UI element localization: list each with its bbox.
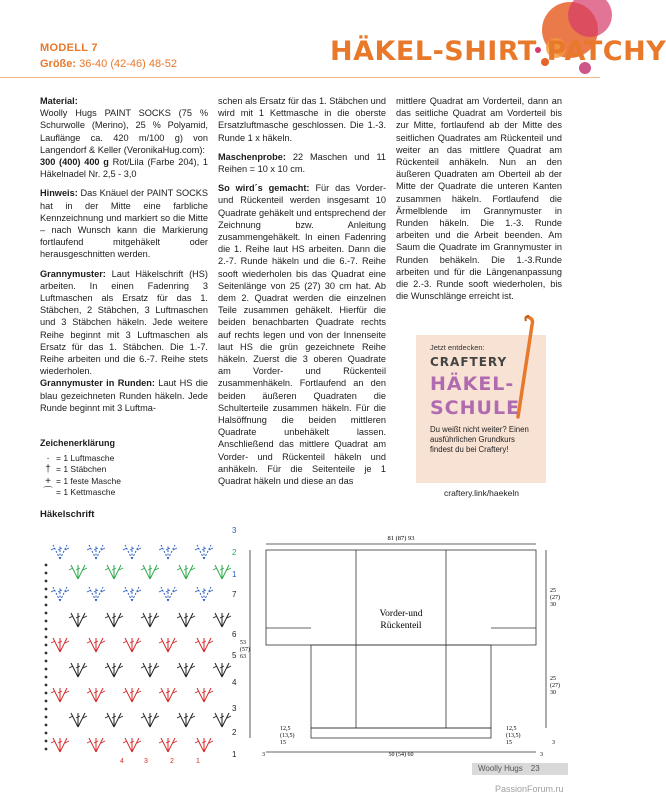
stitch-bar xyxy=(195,590,199,592)
stitch-bar xyxy=(213,666,217,668)
stitch-mark xyxy=(96,545,103,559)
chain-dot xyxy=(45,564,48,567)
stitch-bar xyxy=(87,691,91,693)
row-number: 4 xyxy=(120,758,124,765)
stitch-mark xyxy=(89,545,96,559)
stitch-bar xyxy=(87,548,91,550)
chain-dot xyxy=(45,732,48,735)
instructions-text: Für das Vorder- und Rückenteil werden insgesamt 10 Quadrate gehäkelt und entsprechend der Zeichnung bzw. Anleitung zusammengehäkelt. In einen Fadenring die 1. Reihe laut HS arbeiten. Dann die 2.-7. Runde häkeln und die 6.-7. Reihe sooft wiederholen bis das Quadrat eine Seitenlänge von 25 (27) 30 cm hat. Ab dem 2. Quadrat werden die einzelnen Teile zusammen gehäkelt. Hierfür die beiden benachbarten Quadrate rechts auf rechts legen und von der Innenseite laut HS die grün gezeichnete Reihe häkeln. Zuerst die 3 oberen Quadrate am Vorder- und Rückenteil zusammenhäkeln. Fortlaufend an den beiden äußeren Quadraten die Schulterteile zusammen häkeln. Für die Halsöffnung die beiden mittleren Quadrate unbehäkelt lassen. Anschließend das mittlere Quadrat am Vorder- und Rückenteil häkeln und anhäkeln. Für die Seitenteile je 1 Quadrat häkeln und diese an das xyxy=(218,183,387,487)
stitch-bar xyxy=(105,616,109,618)
stitch-mark xyxy=(215,613,222,627)
row-number: 6 xyxy=(232,630,237,639)
stitch-bar xyxy=(177,716,181,718)
stitch-mark xyxy=(168,688,175,702)
schematic-hem-band xyxy=(311,728,491,738)
stitch-bar xyxy=(177,616,181,618)
gauge-paragraph xyxy=(218,151,386,175)
stitch-mark xyxy=(107,663,114,677)
header-divider xyxy=(0,77,600,78)
stitch-mark xyxy=(204,638,211,652)
stitch-mark xyxy=(71,663,78,677)
stitch-mark xyxy=(215,713,222,727)
chain-dot xyxy=(45,724,48,727)
rounds-continued: schen als Ersatz für das 1. Stäbchen und wird mit 1 Kettmasche in die oberste Ersatzluftmasche geschlossen. Die 1.-3. Runde 1 x häkeln. xyxy=(218,96,386,143)
stitch-bar xyxy=(69,716,73,718)
stitch-mark xyxy=(114,613,121,627)
stitch-mark xyxy=(125,638,132,652)
row-number: 5 xyxy=(232,651,237,660)
schematic-hem xyxy=(311,645,491,728)
legend-label: = 1 Luftmasche xyxy=(56,452,115,463)
stitch-mark xyxy=(114,713,121,727)
row-number: 3 xyxy=(144,758,148,765)
stitch-mark xyxy=(60,638,67,652)
stitch-mark xyxy=(161,688,168,702)
legend-item xyxy=(40,464,121,476)
stitch-bar xyxy=(159,741,163,743)
legend-symbol: · xyxy=(46,452,50,464)
stitch-bar xyxy=(141,568,145,570)
chain-dot xyxy=(45,700,48,703)
stitch-bar xyxy=(51,590,55,592)
ad-eyebrow: Jetzt entdecken: xyxy=(430,343,485,352)
row-number: 1 xyxy=(232,570,237,579)
stitch-mark xyxy=(60,545,67,559)
size-label: Größe: xyxy=(40,58,77,70)
model-number: MODELL 7 xyxy=(40,42,98,54)
page-title: HÄKEL-SHIRT PATCHY xyxy=(330,36,666,67)
stitch-mark xyxy=(132,688,139,702)
stitch-mark xyxy=(222,713,229,727)
dim-top-width: 81 (87) 93 xyxy=(387,535,415,542)
stitch-mark xyxy=(197,738,204,752)
stitch-mark xyxy=(222,663,229,677)
chain-dot xyxy=(45,748,48,751)
stitch-mark xyxy=(197,587,204,601)
stitch-mark xyxy=(150,613,157,627)
chain-dot xyxy=(45,716,48,719)
material-rest: Rot/Lila (Farbe 204), 1 Häkelnadel Nr. 2,5 - 3,0 xyxy=(40,157,208,180)
chain-dot xyxy=(45,612,48,615)
text-column-3 xyxy=(396,95,562,309)
stitch-mark xyxy=(132,638,139,652)
rounds-text: Laut HS die blau gezeichneten Runden häkeln. Jede Runde beginnt mit 3 Luftma- xyxy=(40,378,208,413)
stitch-mark xyxy=(96,587,103,601)
stitch-mark xyxy=(186,613,193,627)
legend-item xyxy=(40,453,121,465)
chain-dot xyxy=(45,708,48,711)
chain-dot xyxy=(45,628,48,631)
dim-right-mid: 25 (27) 30 xyxy=(550,676,560,696)
stitch-bar xyxy=(123,590,127,592)
stitch-bar xyxy=(51,691,55,693)
stitch-bar xyxy=(177,568,181,570)
chain-dot xyxy=(45,644,48,647)
size-value: 36-40 (42-46) 48-52 xyxy=(79,58,177,70)
row-number: 3 xyxy=(232,526,237,535)
stitch-mark xyxy=(161,638,168,652)
granny-paragraph xyxy=(40,268,208,378)
stitch-mark xyxy=(53,545,60,559)
stitch-bar xyxy=(87,741,91,743)
hint-paragraph xyxy=(40,187,208,260)
stitch-mark xyxy=(204,587,211,601)
stitch-mark xyxy=(179,565,186,579)
gauge-heading: Maschenprobe: xyxy=(218,151,286,162)
chain-dot xyxy=(45,604,48,607)
stitch-bar xyxy=(159,641,163,643)
stitch-mark xyxy=(125,545,132,559)
stitch-mark xyxy=(125,738,132,752)
stitch-mark xyxy=(114,565,121,579)
stitch-mark xyxy=(125,587,132,601)
stitch-mark xyxy=(150,713,157,727)
chain-dot xyxy=(45,636,48,639)
ad-headline-2: SCHULE xyxy=(430,397,521,419)
stitch-bar xyxy=(105,666,109,668)
text-column-2 xyxy=(218,95,386,494)
stitch-mark xyxy=(78,565,85,579)
row-number: 4 xyxy=(232,678,237,687)
stitch-mark xyxy=(96,738,103,752)
stitch-mark xyxy=(132,738,139,752)
stitch-mark xyxy=(161,545,168,559)
hint-heading: Hinweis: xyxy=(40,188,78,199)
stitch-bar xyxy=(51,741,55,743)
stitch-bar xyxy=(195,641,199,643)
chart-title: Häkelschrift xyxy=(40,509,95,520)
material-paragraph xyxy=(40,95,208,180)
stitch-mark xyxy=(89,688,96,702)
stitch-mark xyxy=(179,613,186,627)
chain-dot xyxy=(45,596,48,599)
stitch-mark xyxy=(197,688,204,702)
stitch-bar xyxy=(51,548,55,550)
material-text: Woolly Hugs PAINT SOCKS (75 % Schurwolle (Merino), 25 % Polyamid, Lauflänge ca. 420 m/100 g) von Langendorf & Keller (VeronikaHug.com): xyxy=(40,108,208,155)
stitch-mark xyxy=(143,565,150,579)
chain-dot xyxy=(45,740,48,743)
stitch-mark xyxy=(60,587,67,601)
stitch-mark xyxy=(197,638,204,652)
ad-link[interactable]: craftery.link/haekeln xyxy=(444,488,519,498)
legend-symbol: † xyxy=(45,464,51,475)
stitch-bar xyxy=(213,616,217,618)
instructions-heading: So wird´s gemacht: xyxy=(218,183,310,194)
legend-title: Zeichenerklärung xyxy=(40,438,116,448)
stitch-mark xyxy=(186,663,193,677)
stitch-bar xyxy=(195,741,199,743)
stitch-bar xyxy=(141,666,145,668)
stitch-mark xyxy=(215,663,222,677)
dim-bottom-3b: 3 xyxy=(540,752,543,758)
dim-left-height: 53 (57) 63 xyxy=(240,640,250,660)
dim-right-top: 25 (27) 30 xyxy=(550,588,560,608)
page-footer xyxy=(472,763,568,775)
symbol-legend xyxy=(40,438,121,499)
gauge-text: 22 Maschen und 11 Reihen = 10 x 10 cm. xyxy=(218,151,386,175)
stitch-mark xyxy=(78,663,85,677)
page-number: 23 xyxy=(530,764,540,773)
stitch-mark xyxy=(186,713,193,727)
row-number: 1 xyxy=(232,750,237,759)
row-number: 1 xyxy=(196,758,200,765)
material-heading: Material: xyxy=(40,96,78,106)
instructions-paragraph xyxy=(218,182,386,487)
legend-symbol: + xyxy=(45,475,51,487)
stitch-mark xyxy=(168,545,175,559)
rounds-heading: Grannymuster in Runden: xyxy=(40,378,155,389)
stitch-bar xyxy=(159,691,163,693)
schematic-label-2: Rückenteil xyxy=(380,621,422,631)
stitch-mark xyxy=(179,713,186,727)
row-number: 7 xyxy=(232,590,237,599)
stitch-mark xyxy=(78,613,85,627)
stitch-mark xyxy=(215,565,222,579)
chain-dot xyxy=(45,692,48,695)
stitch-mark xyxy=(125,688,132,702)
stitch-bar xyxy=(213,716,217,718)
ad-brand: CRAFTERY xyxy=(430,355,508,369)
footer-brand: Woolly Hugs xyxy=(478,764,523,773)
chain-dot xyxy=(45,660,48,663)
stitch-mark xyxy=(71,565,78,579)
size-line xyxy=(40,58,177,70)
legend-label: = 1 Stäbchen xyxy=(56,464,107,474)
stitch-mark xyxy=(107,713,114,727)
stitch-mark xyxy=(143,613,150,627)
legend-item xyxy=(40,476,121,488)
stitch-bar xyxy=(69,666,73,668)
stitch-mark xyxy=(204,688,211,702)
legend-label: = 1 Kettmasche xyxy=(56,487,116,497)
stitch-bar xyxy=(141,616,145,618)
stitch-bar xyxy=(87,641,91,643)
chain-dot xyxy=(45,580,48,583)
material-amount: 300 (400) 400 g xyxy=(40,157,109,168)
stitch-bar xyxy=(123,641,127,643)
text-column-1 xyxy=(40,95,208,421)
legend-item xyxy=(40,487,121,499)
row-number: 2 xyxy=(232,728,237,737)
stitch-mark xyxy=(143,713,150,727)
stitch-mark xyxy=(150,565,157,579)
crochet-chart xyxy=(38,525,248,765)
dim-bottom-left: 12,5 (13,5) 15 xyxy=(280,726,295,746)
stitch-bar xyxy=(87,590,91,592)
stitch-bar xyxy=(123,741,127,743)
stitch-bar xyxy=(105,716,109,718)
instructions-continued: mittlere Quadrat am Vorderteil, dann an das seitliche Quadrat am Vorderteil bis zur Mitte, fortlaufend ab der Mitte des seitlichen Quadrates am Rückenteil und weiter an das mittlere Quadrat am Rückenteil anhäkeln. Nun an den äußeren Quadraten am Oberteil ab der Mitte der Quadrate die unteren Kanten zusammen häkeln. Fortlaufend die Ärmelblende im Grannymuster in Runden häkeln. Die 1.-3. Runde arbeiten und die Arbeit beenden. Am Saum die Quadrate im Grannymuster in Runden behäkeln. Die 1.-3.Runde arbeiten und für die Längenanpassung die 2.-3. Runde sooft wiederholen, bis die Wunschlänge erreicht ist. xyxy=(396,96,562,302)
stitch-mark xyxy=(71,713,78,727)
stitch-mark xyxy=(71,613,78,627)
stitch-mark xyxy=(179,663,186,677)
stitch-bar xyxy=(123,691,127,693)
stitch-bar xyxy=(51,641,55,643)
stitch-mark xyxy=(204,738,211,752)
stitch-bar xyxy=(141,716,145,718)
dim-bottom-mid: 50 (54) 60 xyxy=(388,752,414,758)
stitch-mark xyxy=(53,638,60,652)
stitch-mark xyxy=(53,587,60,601)
row-number: 3 xyxy=(232,704,237,713)
row-number: 2 xyxy=(232,548,237,557)
stitch-bar xyxy=(159,590,163,592)
stitch-mark xyxy=(53,688,60,702)
stitch-mark xyxy=(96,688,103,702)
granny-heading: Grannymuster: xyxy=(40,268,106,279)
chain-dot xyxy=(45,652,48,655)
stitch-bar xyxy=(213,568,217,570)
stitch-bar xyxy=(105,568,109,570)
chain-dot xyxy=(45,620,48,623)
chain-dot xyxy=(45,684,48,687)
stitch-mark xyxy=(89,738,96,752)
stitch-mark xyxy=(78,713,85,727)
stitch-mark xyxy=(96,638,103,652)
garment-schematic xyxy=(236,535,576,768)
stitch-mark xyxy=(114,663,121,677)
row-number: 2 xyxy=(170,758,174,765)
stitch-mark xyxy=(168,638,175,652)
stitch-mark xyxy=(132,545,139,559)
chain-dot xyxy=(45,572,48,575)
stitch-mark xyxy=(186,565,193,579)
legend-label: = 1 feste Masche xyxy=(56,475,121,486)
chain-dot xyxy=(45,588,48,591)
stitch-mark xyxy=(53,738,60,752)
hint-text: Das Knäuel der PAINT SOCKS hat in der Mitte eine farbliche Kennzeichnung und markiert so die Mitte – nach Wunsch kann die Markierung fortlaufend mitgehäkelt oder herausgeschnitten werden. xyxy=(40,188,208,260)
stitch-mark xyxy=(60,738,67,752)
stitch-mark xyxy=(89,638,96,652)
stitch-mark xyxy=(222,613,229,627)
dim-bottom-right: 12,5 (13,5) 15 xyxy=(506,726,521,746)
ad-headline-1: HÄKEL- xyxy=(430,373,515,395)
stitch-mark xyxy=(168,587,175,601)
dim-bottom-3a: 3 xyxy=(262,752,265,758)
ad-body: Du weißt nicht weiter? Einen ausführlichen Grundkurs findest du bei Craftery! xyxy=(430,425,529,454)
stitch-bar xyxy=(123,548,127,550)
stitch-mark xyxy=(150,663,157,677)
stitch-mark xyxy=(132,587,139,601)
schematic-label-1: Vorder-und xyxy=(379,609,423,619)
legend-symbol: ⌒ xyxy=(43,487,53,498)
stitch-mark xyxy=(143,663,150,677)
stitch-mark xyxy=(107,613,114,627)
stitch-bar xyxy=(69,568,73,570)
craftery-ad[interactable] xyxy=(416,335,546,500)
stitch-mark xyxy=(161,587,168,601)
stitch-bar xyxy=(159,548,163,550)
stitch-bar xyxy=(177,666,181,668)
rounds-paragraph xyxy=(40,377,208,414)
stitch-bar xyxy=(69,616,73,618)
chain-dot xyxy=(45,668,48,671)
stitch-mark xyxy=(222,565,229,579)
stitch-mark xyxy=(161,738,168,752)
stitch-mark xyxy=(60,688,67,702)
stitch-bar xyxy=(195,548,199,550)
stitch-mark xyxy=(197,545,204,559)
stitch-mark xyxy=(204,545,211,559)
stitch-mark xyxy=(107,565,114,579)
stitch-mark xyxy=(168,738,175,752)
granny-text: Laut Häkelschrift (HS) arbeiten. In einen Fadenring 3 Luftmaschen als Ersatz für das 1. Stäbchen, 2 Stäbchen, 3 Luftmaschen und 3 Stäbchen häkeln. Jede weitere Reihe beginnt mit 3 Luftmaschen als Ersatz für das 1. Stäbchen. Die 1.-7. Reihe arbeiten und die 6.-7. Reihe stets wiederholen. xyxy=(40,268,208,377)
chain-dot xyxy=(45,676,48,679)
watermark: PassionForum.ru xyxy=(495,784,564,794)
stitch-bar xyxy=(195,691,199,693)
stitch-mark xyxy=(89,587,96,601)
dim-right-bottom: 3 xyxy=(552,740,555,746)
